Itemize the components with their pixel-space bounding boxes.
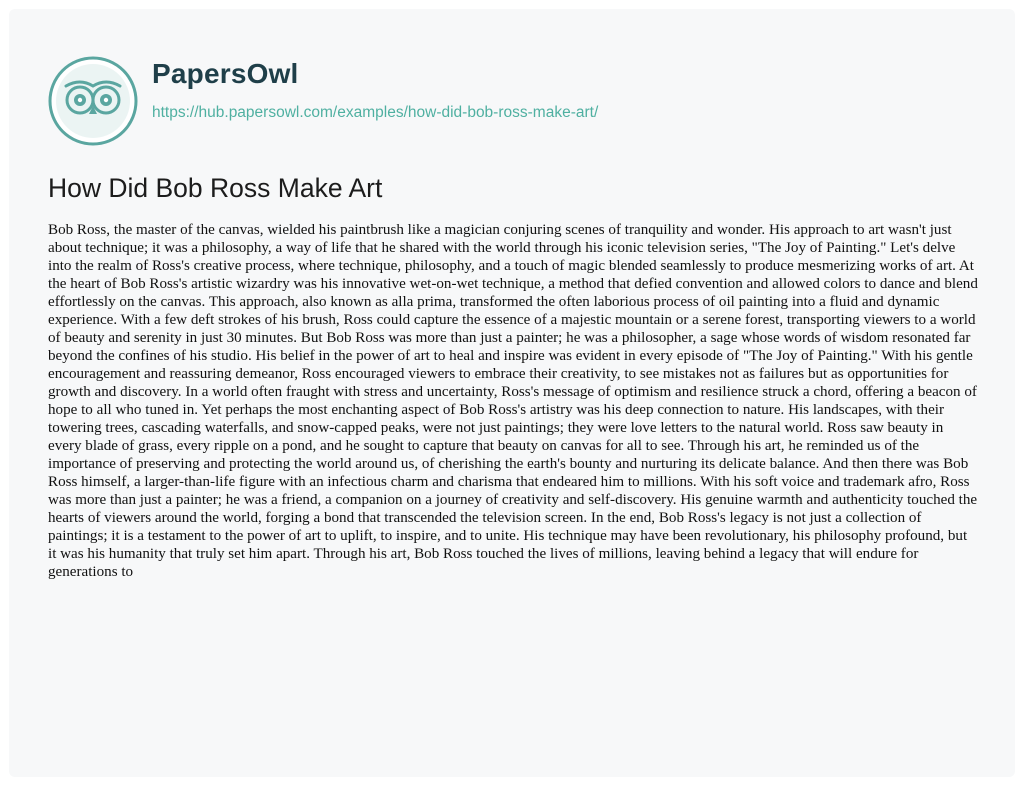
- article-body: Bob Ross, the master of the canvas, wielded his paintbrush like a magician conjuring scenes of tranquility and wonder. His approach to art wasn't just about technique; it was a philosophy, a way of life that he shared with the world through his iconic television series, "The Joy of Painting." Let's delve into the realm of Ross's creative process, where technique, philosophy, and a touch of magic blended seamlessly to produce mesmerizing works of art. At the heart of Bob Ross's artistic wizardry was his innovative wet-on-wet technique, a method that defied convention and allowed colors to dance and blend effortlessly on the canvas. This approach, also known as alla prima, transformed the often laborious process of oil painting into a fluid and dynamic experience. With a few deft strokes of his brush, Ross could capture the essence of a majestic mountain or a serene forest, transporting viewers to a world of beauty and serenity in just 30 minutes. But Bob Ross was more than just a painter; he was a philosopher, a sage whose words of wisdom resonated far beyond the confines of his studio. His belief in the power of art to heal and inspire was evident in every episode of "The Joy of Painting." With his gentle encouragement and reassuring demeanor, Ross encouraged viewers to embrace their creativity, to see mistakes not as failures but as opportunities for growth and discovery. In a world often fraught with stress and uncertainty, Ross's message of optimism and resilience struck a chord, offering a beacon of hope to all who tuned in. Yet perhaps the most enchanting aspect of Bob Ross's artistry was his deep connection to nature. His landscapes, with their towering trees, cascading waterfalls, and snow-capped peaks, were not just paintings; they were love letters to the natural world. Ross saw beauty in every blade of grass, every ripple on a pond, and he sought to capture that beauty on canvas for all to see. Through his art, he reminded us of the importance of preserving and protecting the world around us, of cherishing the earth's bounty and nurturing its delicate balance. And then there was Bob Ross himself, a larger-than-life figure with an infectious charm and charisma that endeared him to millions. With his soft voice and trademark afro, Ross was more than just a painter; he was a friend, a companion on a journey of creativity and self-discovery. His genuine warmth and authenticity touched the hearts of viewers around the world, forging a bond that transcended the television screen. In the end, Bob Ross's legacy is not just a collection of paintings; it is a testament to the power of art to uplift, to inspire, and to unite. His technique may have been revolutionary, his philosophy profound, but it was his humanity that truly set him apart. Through his art, Bob Ross touched the lives of millions, leaving behind a legacy that will endure for generations to: [48, 222, 978, 580]
- owl-logo-icon: [48, 56, 138, 146]
- article-title: How Did Bob Ross Make Art: [48, 173, 383, 203]
- article-url-link[interactable]: https://hub.papersowl.com/examples/how-did-bob-ross-make-art/: [152, 104, 599, 121]
- brand-name[interactable]: PapersOwl: [152, 58, 299, 89]
- site-header: [48, 56, 948, 146]
